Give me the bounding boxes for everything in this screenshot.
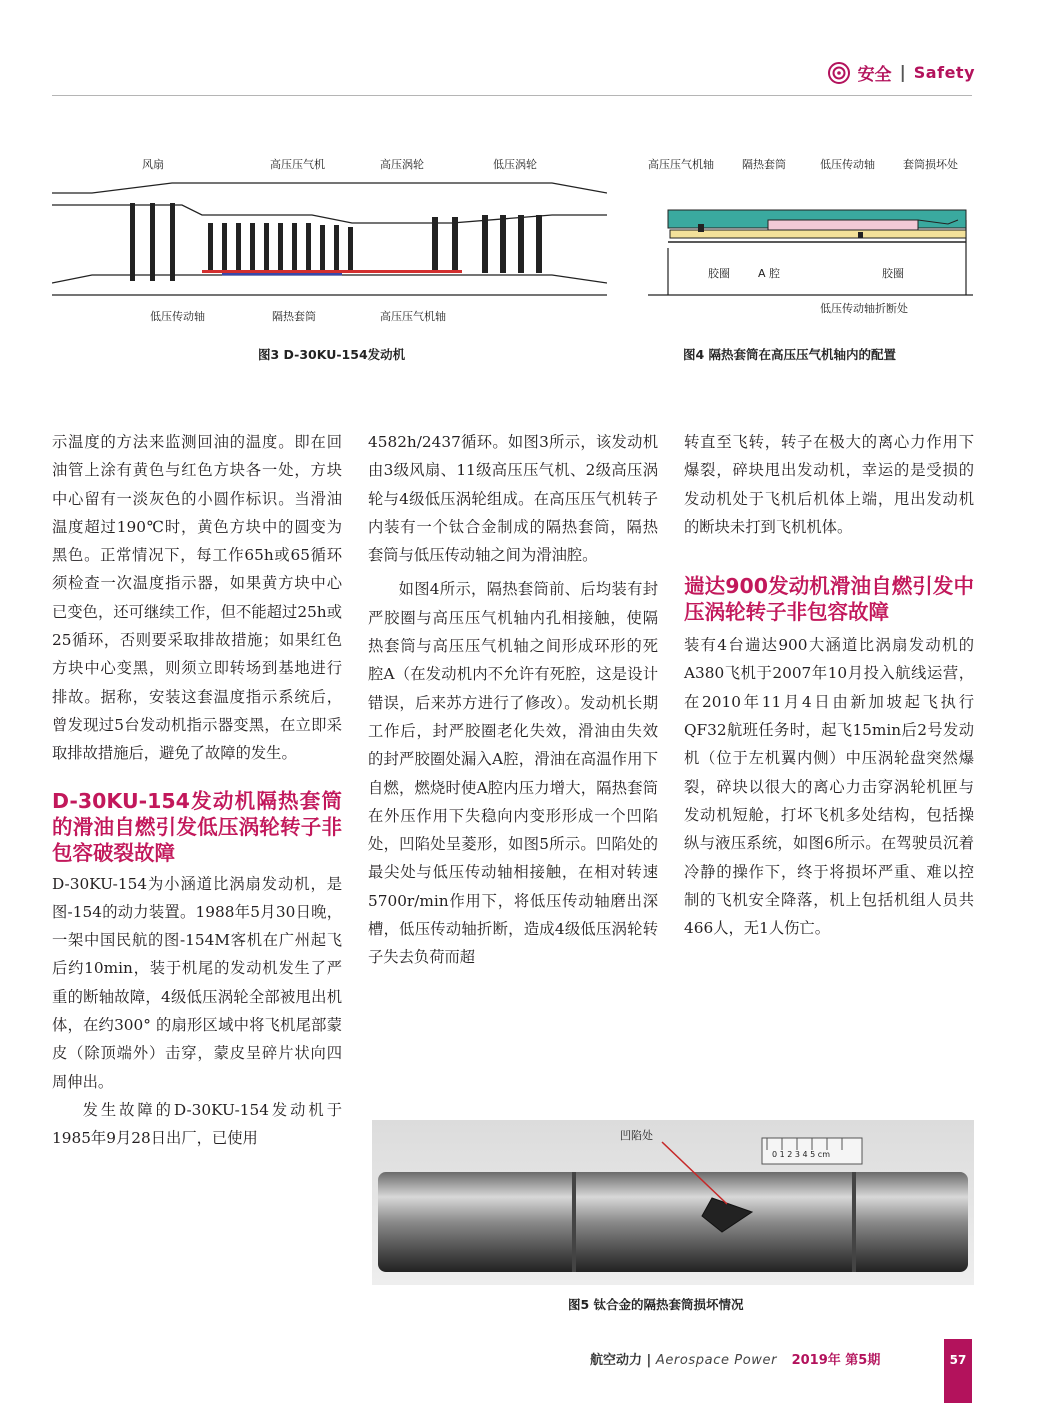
fig4-label-hp-shaft: 高压压气机轴 xyxy=(648,158,714,171)
figure3-engine-diagram xyxy=(52,175,607,300)
fig4-label-lp-shaft: 低压传动轴 xyxy=(820,158,875,171)
fig4-label-seal-rear: 胶圈 xyxy=(882,267,904,280)
col1-section-heading: D-30KU-154发动机隔热套筒的滑油自燃引发低压涡轮转子非包容破裂故障 xyxy=(52,788,342,865)
fig3-label-hp-compressor: 高压压气机 xyxy=(270,158,325,171)
page-footer xyxy=(590,1349,880,1368)
header-separator: | xyxy=(899,62,906,83)
col3-paragraph-1: 转直至飞转，转子在极大的离心力作用下爆裂，碎块甩出发动机，幸运的是受损的发动机处于飞机后机体上端，甩出发动机的断块未打到飞机机体。 xyxy=(684,433,974,536)
figure3-caption: 图3 D-30KU-154发动机 xyxy=(258,347,406,362)
fig3-label-lp-turbine: 低压涡轮 xyxy=(493,158,537,171)
fig5-ruler-scale: 0 1 2 3 4 5 cm xyxy=(772,1150,830,1159)
fig3-label-fan: 风扇 xyxy=(142,158,164,171)
section-header xyxy=(828,60,975,85)
fig3-label-lp-shaft: 低压传动轴 xyxy=(150,310,205,323)
journal-name-cn: 航空动力 xyxy=(590,1353,643,1368)
fig3-label-hp-turbine: 高压涡轮 xyxy=(380,158,424,171)
col3-section-heading: 遄达900发动机滑油自燃引发中压涡轮转子非包容故障 xyxy=(684,574,974,625)
journal-logo-icon xyxy=(828,62,850,84)
fig4-label-seal-front: 胶圈 xyxy=(708,267,730,280)
section-title-en: Safety xyxy=(913,63,975,82)
damaged-sleeve-illustration xyxy=(372,1120,974,1285)
column-2 xyxy=(368,428,658,972)
header-rule xyxy=(52,95,972,96)
figure5-photo xyxy=(372,1120,974,1285)
col1-paragraph-3: 发生故障的D-30KU-154发动机于1985年9月28日出厂，已使用 xyxy=(52,1100,342,1148)
issue-label: 2019年 第5期 xyxy=(791,1353,881,1368)
fig4-label-shaft-break: 低压传动轴折断处 xyxy=(820,302,908,315)
col3-paragraph-2: 装有4台遄达900大涵道比涡扇发动机的A380飞机于2007年10月投入航线运营，在2010年11月4日由新加坡起飞执行QF32航班任务时，起飞15min后2号发动机（位于左机翼内侧）中压涡轮盘突然爆裂，碎块以很大的离心力击穿涡轮机匣与发动机短舱，打坏飞机多处结构，包括操纵与液压系统，如图6所示。在驾驶员沉着冷静的操作下，终于将损坏严重、难以控制的飞机安全降落，机上包括机组人员共466人，无1人伤亡。 xyxy=(684,636,974,938)
footer-separator: | xyxy=(646,1353,652,1368)
fig4-label-heat-shield: 隔热套筒 xyxy=(742,158,786,171)
figure5-caption: 图5 钛合金的隔热套筒损坏情况 xyxy=(568,1297,744,1312)
fig4-label-damage-site: 套筒损坏处 xyxy=(903,158,958,171)
col1-paragraph-2: D-30KU-154为小涵道比涡扇发动机，是图-154的动力装置。1988年5月30日晚，一架中国民航的图-154M客机在广州起飞后约10min，装于机尾的发动机发生了严重的断轴故障，4级低压涡轮全部被甩出机体，在约300° 的扇形区域中将飞机尾部蒙皮（除顶端外）击穿，蒙皮呈碎片状向四周伸出。 xyxy=(52,874,342,1091)
column-1 xyxy=(52,428,342,1153)
fig3-label-heat-shield: 隔热套筒 xyxy=(272,310,316,323)
figure4-sleeve-diagram xyxy=(648,180,973,300)
section-title-cn: 安全 xyxy=(857,65,892,85)
col1-paragraph-1: 示温度的方法来监测回油的温度。即在回油管上涂有黄色与红色方块各一处，方块中心留有一淡灰色的小圆作标识。当滑油温度超过190℃时，黄色方块中的圆变为黑色。正常情况下，每工作65h或65循环须检查一次温度指示器，如果黄方块中心已变色，还可继续工作，但不能超过25h或25循环，否则要采取排故措施；如果红色方块中心变黑，则须立即转场到基地进行排故。据称，安装这套温度指示系统后，曾发现过5台发动机指示器变黑，在立即采取排故措施后，避免了故障的发生。 xyxy=(52,433,342,763)
page-number: 57 xyxy=(944,1339,972,1403)
col2-paragraph-2: 如图4所示，隔热套筒前、后均装有封严胶圈与高压压气机轴内孔相接触，使隔热套筒与高压压气机轴之间形成环形的死腔A（在发动机内不允许有死腔，这是设计错误，后来苏方进行了修改）。发动机长期工作后，封严胶圈老化失效，滑油由失效的封严胶圈处漏入A腔，滑油在高温作用下自燃，燃烧时使A腔内压力增大，隔热套筒在外压作用下失稳向内变形形成一个凹陷处，凹陷处呈菱形，如图5所示。凹陷处的最尖处与低压传动轴相接触，在相对转速5700r/min作用下，将低压传动轴磨出深槽，低压传动轴折断，造成4级低压涡轮转子失去负荷而超 xyxy=(368,580,658,967)
fig4-label-cavity-a: A 腔 xyxy=(758,267,781,280)
col2-paragraph-1: 4582h/2437循环。如图3所示，该发动机由3级风扇、11级高压压气机、2级高压涡轮与4级低压涡轮组成。在高压压气机转子内装有一个钛合金制成的隔热套筒，隔热套筒与低压传动轴之间为滑油腔。 xyxy=(368,433,658,565)
fig3-label-hp-shaft: 高压压气机轴 xyxy=(380,310,446,323)
figure4-caption: 图4 隔热套筒在高压压气机轴内的配置 xyxy=(683,347,897,362)
column-3 xyxy=(684,428,974,942)
fig5-label-dent: 凹陷处 xyxy=(620,1129,653,1142)
journal-name-en: Aerospace Power xyxy=(655,1353,778,1368)
